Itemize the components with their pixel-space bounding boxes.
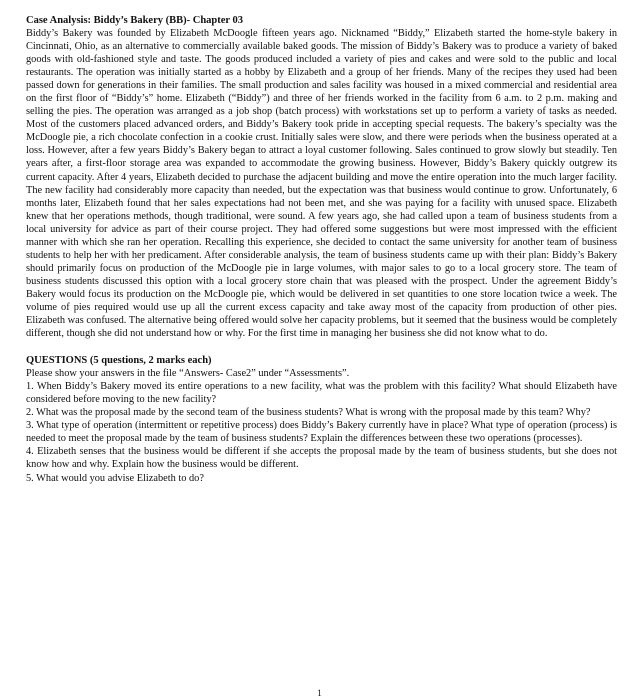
question-2: 2. What was the proposal made by the second team of the business students? What is wrong with the proposal made by this team? Why?	[26, 407, 591, 419]
case-body-paragraph: Biddy’s Bakery was founded by Elizabeth McDoogle fifteen years ago. Nicknamed “Biddy,” Elizabeth started the home-style bakery in Cincinnati, Ohio, as an alternative to commercially available baked goods. The mission of Biddy’s Bakery was to produce a variety of baked goods with old-fashioned style and taste. The goods produced included a variety of pies and cakes and were sold to the public and local restaurants. The operation was initially started as a hobby by Elizabeth and a group of her friends. Many of the recipes they used had been passed down for generations in their families. The small production and sales facility was housed in a mixed commercial and residential area on the first floor of “Biddy’s” home. Elizabeth (“Biddy”) and three of her friends worked in the facility from 6 a.m. to 2 p.m. making and selling the pies. The operation was arranged as a job shop (batch process) with workstations set up to perform a variety of tasks as needed. Most of the customers placed advanced orders, and Biddy’s Bakery took pride in accepting special requests. The bakery’s specialty was the McDoogle pie, a rich chocolate confection in a cookie crust. Initially sales were slow, and there were periods when the business operated at a loss. However, after a few years Biddy’s Bakery began to attract a loyal customer following. Sales continued to grow slowly but steadily. Ten years after, a first-floor storage area was expanded to accommodate the growing business. However, Biddy’s Bakery quickly outgrew its current capacity. After 4 years, Elizabeth decided to purchase the adjacent building and move the entire operation into the much larger facility. The new facility had considerably more capacity than needed, but the expectation was that business would continue to grow. Unfortunately, 6 months later, Elizabeth found that her sales expectations had not been met, and she was paying for a facility with unused space. Elizabeth knew that her operations methods, though traditional, were sound. A few years ago, she had called upon a team of business students from a local university for advice as part of their course project. They had offered some suggestions but were most impressed with the efficient manner with which she ran her operation. Recalling this experience, she decided to contact the same university for another team of business students to help her with her predicament. After considerable analysis, the team of business students came up with their plan: Biddy’s Bakery should primarily focus on production of the McDoogle pie in large volumes, with major sales to go to a local grocery store. The team of business students discussed this option with a local grocery store chain that was pleased with the prospect. Under the agreement Biddy’s Bakery would focus its production on the McDoogle pie, which would be delivered in set quantities to one store location twice a week. The volume of pies required would use up all the current excess capacity and take away most of the capacity from production of other pies. Elizabeth was confused. The alternative being offered would solve her capacity problems, but it seemed that the business would be completely different, though she did not understand how or why. For the first time in managing her business she did not know what to do.	[26, 28, 617, 340]
question-3: 3. What type of operation (intermittent or repetitive process) does Biddy’s Bakery currently have in place? What type of operation (process) is needed to meet the proposal made by the team of business students? Explain the differences between these two operations (processes).	[26, 420, 617, 445]
questions-instructions: Please show your answers in the file “Answers- Case2” under “Assessments”.	[26, 368, 350, 380]
page-number: 1	[317, 688, 322, 698]
question-5: 5. What would you advise Elizabeth to do?	[26, 472, 204, 484]
question-4: 4. Elizabeth senses that the business would be different if she accepts the proposal made by the team of business students, but she does not know how and why. Explain how the business would be different.	[26, 446, 617, 471]
questions-heading: QUESTIONS (5 questions, 2 marks each)	[26, 355, 212, 367]
question-1: 1. When Biddy’s Bakery moved its entire operations to a new facility, what was the problem with this facility? What should Elizabeth have considered before moving to the new facility?	[26, 381, 617, 406]
document-title: Case Analysis: Biddy’s Bakery (BB)- Chapter 03	[26, 15, 244, 26]
